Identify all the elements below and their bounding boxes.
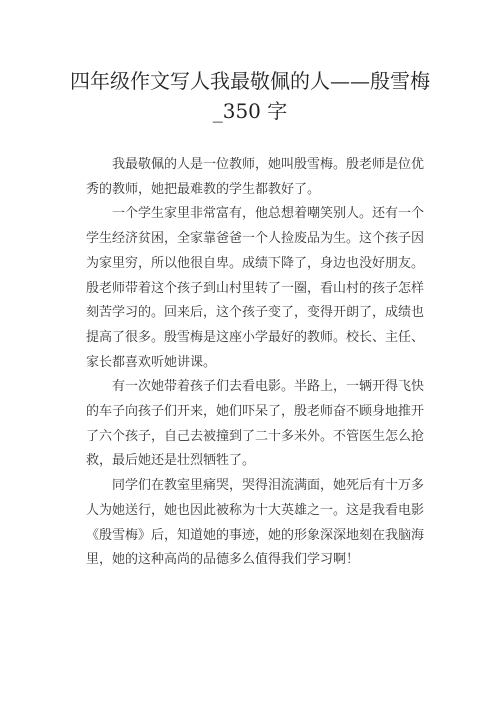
paragraph-4: 同学们在教室里痛哭，哭得泪流满面，她死后有十万多人为她送行，她也因此被称为十大英雄之一。这是我看电影《殷雪梅》后，知道她的事迹，她的形象深深地刻在我脑海里，她的这种高尚的品德多么值得我们学习啊！ xyxy=(86,478,425,568)
paragraph-2: 一个学生家里非常富有，他总想着嘲笑别人。还有一个学生经济贫困，全家靠爸爸一个人捡废品为生。这个孩子因为家里穷，所以他很自卑。成绩下降了，身边也没好朋友。殷老师带着这个孩子到山村里转了一圈，看山村的孩子怎样刻苦学习的。回来后，这个孩子变了，变得开朗了，成绩也提高了很多。殷雪梅是这座小学最好的教师。校长、主任、家长都喜欢听她讲课。 xyxy=(86,206,425,370)
paragraph-1: 我最敬佩的人是一位教师，她叫殷雪梅。殷老师是位优秀的教师，她把最难教的学生都教好了。 xyxy=(86,157,425,197)
document-title: 四年级作文写人我最敬佩的人——殷雪梅_350 字 xyxy=(70,69,430,123)
document-body xyxy=(86,153,424,573)
paragraph-3: 有一次她带着孩子们去看电影。半路上，一辆开得飞快的车子向孩子们开来，她们吓呆了，殷老师奋不顾身地推开了六个孩子，自己去被撞到了二十多米外。不管医生怎么抢救，最后她还是壮烈牺牲了。 xyxy=(86,379,425,469)
